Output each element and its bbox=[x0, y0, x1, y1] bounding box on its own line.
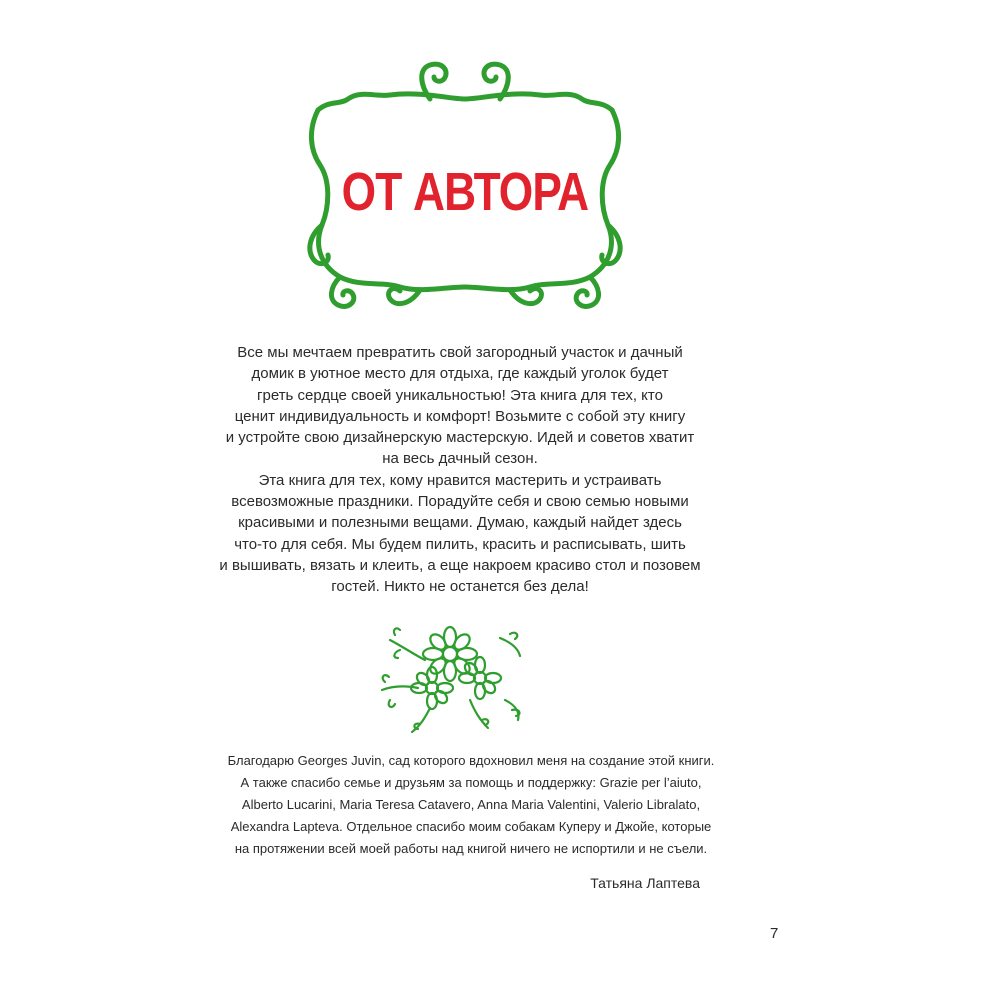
acknowledgements-text bbox=[160, 750, 782, 860]
intro-line: на весь дачный сезон. bbox=[382, 450, 538, 468]
intro-text bbox=[160, 342, 760, 598]
page-title: ОТ АВТОРА bbox=[341, 162, 589, 222]
acknowledgement-line: Alexandra Lapteva. Отдельное спасибо моим собакам Куперу и Джойе, которые bbox=[230, 819, 712, 834]
author-signature: Татьяна Лаптева bbox=[590, 875, 700, 891]
intro-line: и устройте свою дизайнерскую мастерскую. Идей и советов хватит bbox=[225, 429, 695, 447]
intro-line: гостей. Никто не останется без дела! bbox=[331, 578, 589, 596]
acknowledgement-line: Alberto Lucarini, Maria Teresa Catavero, Anna Maria Valentini, Valerio Libralato, bbox=[241, 797, 701, 812]
acknowledgement-line: на протяжении всей моей работы над книгой ничего не испортили и не съели. bbox=[234, 841, 708, 856]
intro-line: греть сердце своей уникальностью! Эта книга для тех, кто bbox=[257, 386, 663, 404]
intro-line: Эта книга для тех, кому нравится мастерить и устраивать bbox=[258, 471, 662, 489]
page-number: 7 bbox=[770, 925, 779, 942]
intro-line: красивыми и полезными вещами. Думаю, каждый найдет здесь bbox=[238, 514, 682, 532]
acknowledgement-line: Благодарю Georges Juvin, сад которого вдохновил меня на создание этой книги. bbox=[227, 753, 715, 768]
intro-line: ценит индивидуальность и комфорт! Возьмите с собой эту книгу bbox=[234, 407, 686, 425]
intro-line: домик в уютное место для отдыха, где каждый уголок будет bbox=[251, 365, 669, 383]
intro-line: и вышивать, вязать и клеить, а еще накроем красиво стол и позовем bbox=[219, 556, 701, 574]
intro-line: всевозможные праздники. Порадуйте себя и свою семью новыми bbox=[231, 493, 689, 511]
acknowledgement-line: А также спасибо семье и друзьям за помощь и поддержку: Grazie per l’aiuto, bbox=[240, 775, 702, 790]
intro-line: что-то для себя. Мы будем пилить, красить и расписывать, шить bbox=[234, 535, 686, 553]
intro-line: Все мы мечтаем превратить свой загородный участок и дачный bbox=[237, 344, 683, 361]
daisy-flowers-icon bbox=[370, 620, 530, 740]
